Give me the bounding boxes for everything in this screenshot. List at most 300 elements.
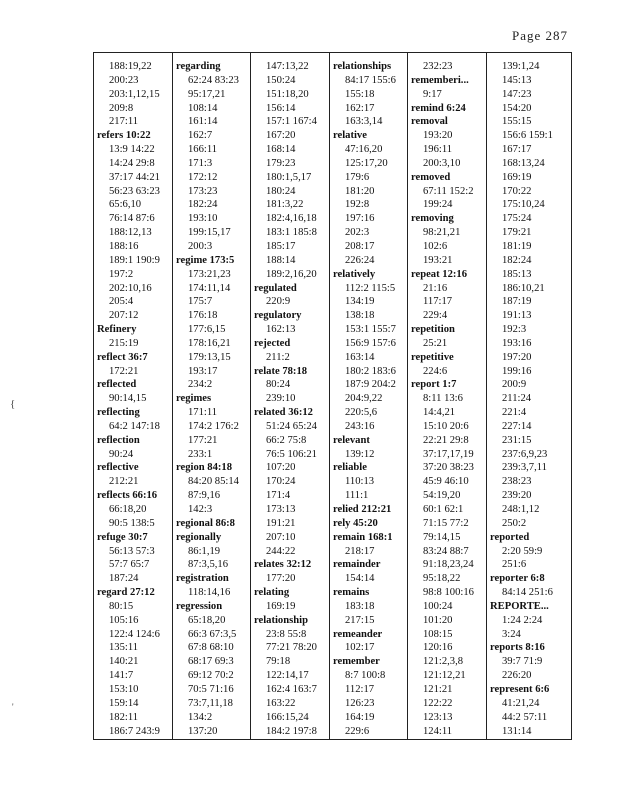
index-reference: 193:17: [188, 365, 218, 377]
index-reference: 188:16: [109, 240, 139, 252]
index-reference: 181:3,22: [266, 199, 304, 211]
index-term: repeat 12:16: [411, 268, 467, 280]
index-reference: 175:7: [188, 296, 213, 308]
index-reference: 185:17: [266, 240, 296, 252]
index-reference: 170:24: [266, 476, 296, 488]
index-column-6: [488, 60, 564, 738]
index-reference: 215:19: [109, 337, 139, 349]
index-reference: 200:9: [502, 379, 527, 391]
index-reference: 179:6: [345, 171, 370, 183]
index-reference: 56:13 57:3: [109, 545, 155, 557]
index-reference: 91:18,23,24: [423, 559, 474, 571]
column-divider: [172, 52, 173, 740]
index-reference: 162:7: [188, 130, 213, 142]
index-reference: 172:12: [188, 171, 218, 183]
index-reference: 112:17: [345, 683, 375, 695]
index-reference: 217:15: [345, 614, 375, 626]
index-reference: 187:19: [502, 296, 532, 308]
index-term: represent 6:6: [490, 683, 550, 695]
index-reference: 185:13: [502, 268, 532, 280]
index-reference: 153:10: [109, 683, 139, 695]
index-reference: 141:7: [109, 670, 134, 682]
index-reference: 167:20: [266, 130, 296, 142]
index-reference: 177:6,15: [188, 324, 226, 336]
column-divider: [486, 52, 487, 740]
index-term: refers 10:22: [97, 130, 151, 142]
index-reference: 135:11: [109, 642, 139, 654]
index-reference: 98:21,21: [423, 227, 461, 239]
index-reference: 204:9,22: [345, 393, 383, 405]
index-reference: 73:7,11,18: [188, 697, 233, 709]
index-reference: 121:2,3,8: [423, 656, 464, 668]
index-term: rely 45:20: [333, 517, 378, 529]
index-reference: 87:3,5,16: [188, 559, 229, 571]
index-reference: 244:22: [266, 545, 296, 557]
index-reference: 163:14: [345, 351, 375, 363]
index-reference: 23:8 55:8: [266, 628, 307, 640]
index-reference: 218:17: [345, 545, 375, 557]
index-term: remainder: [333, 559, 381, 571]
index-reference: 239:20: [502, 490, 532, 502]
index-reference: 108:15: [423, 628, 453, 640]
index-reference: 70:5 71:16: [188, 683, 234, 695]
index-reference: 192:3: [502, 324, 527, 336]
index-reference: 182:24: [188, 199, 218, 211]
index-term: repetition: [411, 324, 455, 336]
index-reference: 171:11: [188, 407, 218, 419]
index-reference: 153:1 155:7: [345, 324, 396, 336]
index-term: reflective: [97, 462, 139, 474]
index-reference: 180:24: [266, 185, 296, 197]
index-reference: 66:18,20: [109, 504, 147, 515]
index-reference: 220:9: [266, 296, 291, 308]
index-reference: 121:12,21: [423, 670, 466, 682]
index-reference: 2:20 59:9: [502, 545, 543, 557]
index-term: relate 78:18: [254, 365, 308, 377]
index-reference: 173:23: [188, 185, 218, 197]
index-reference: 171:4: [266, 490, 291, 502]
index-reference: 189:2,16,20: [266, 268, 317, 280]
index-reference: 155:15: [502, 116, 532, 128]
index-reference: 138:18: [345, 310, 375, 322]
page-number-header: Page 287: [511, 28, 568, 43]
index-reference: 156:9 157:6: [345, 337, 396, 349]
index-reference: 211:24: [502, 393, 532, 405]
index-term: regionally: [176, 531, 222, 543]
index-term: regarding: [176, 61, 221, 72]
index-reference: 169:19: [266, 600, 296, 612]
index-reference: 182:11: [109, 711, 139, 723]
index-reference: 150:24: [266, 74, 296, 86]
index-reference: 188:19,22: [109, 61, 152, 72]
index-reference: 107:20: [266, 462, 296, 474]
index-reference: 117:17: [423, 296, 453, 308]
index-term: report 1:7: [411, 379, 457, 391]
index-reference: 184:2 197:8: [266, 725, 317, 737]
index-term: regional 86:8: [176, 517, 235, 529]
index-reference: 65:18,20: [188, 614, 226, 626]
index-reference: 71:15 77:2: [423, 517, 469, 529]
index-reference: 8:11 13:6: [423, 393, 463, 405]
index-term: remember: [333, 656, 380, 668]
index-reference: 102:6: [423, 240, 448, 252]
index-term: regard 27:12: [97, 587, 155, 599]
index-reference: 187:24: [109, 573, 139, 585]
index-reference: 90:24: [109, 448, 134, 460]
index-reference: 77:21 78:20: [266, 642, 317, 654]
index-reference: 21:16: [423, 282, 448, 294]
index-reference: 163:22: [266, 697, 296, 709]
index-reference: 250:2: [502, 517, 527, 529]
index-reference: 123:13: [423, 711, 453, 723]
index-term: removed: [411, 171, 451, 183]
index-reference: 162:17: [345, 102, 375, 114]
index-reference: 37:17 44:21: [109, 171, 160, 183]
index-term: relevant: [333, 434, 370, 446]
index-reference: 217:11: [109, 116, 139, 128]
index-reference: 22:21 29:8: [423, 434, 469, 446]
index-reference: 173:21,23: [188, 268, 231, 280]
index-reference: 186:10,21: [502, 282, 545, 294]
index-reference: 203:1,12,15: [109, 88, 160, 100]
index-reference: 112:2 115:5: [345, 282, 396, 294]
index-term: relates 32:12: [254, 559, 312, 571]
index-reference: 84:14 251:6: [502, 587, 553, 599]
index-reference: 197:16: [345, 213, 375, 225]
index-reference: 90:14,15: [109, 393, 147, 405]
index-reference: 151:18,20: [266, 88, 309, 100]
index-reference: 192:8: [345, 199, 370, 211]
index-reference: 200:3,10: [423, 157, 461, 169]
index-reference: 196:11: [423, 144, 453, 156]
index-reference: 147:13,22: [266, 61, 309, 72]
index-reference: 134:2: [188, 711, 213, 723]
index-reference: 139:1,24: [502, 61, 540, 72]
index-reference: 67:11 152:2: [423, 185, 474, 197]
index-reference: 8:7 100:8: [345, 670, 386, 682]
index-reference: 170:22: [502, 185, 532, 197]
index-reference: 44:2 57:11: [502, 711, 548, 723]
index-reference: 86:1,19: [188, 545, 221, 557]
index-reference: 157:1 167:4: [266, 116, 317, 128]
index-reference: 100:24: [423, 600, 453, 612]
index-reference: 173:13: [266, 504, 296, 515]
index-reference: 187:9 204:2: [345, 379, 396, 391]
index-reference: 193:10: [188, 213, 218, 225]
index-term: regime 173:5: [176, 254, 235, 266]
index-reference: 177:21: [188, 434, 218, 446]
index-reference: 14:24 29:8: [109, 157, 155, 169]
index-reference: 37:17,17,19: [423, 448, 474, 460]
index-reference: 25:21: [423, 337, 448, 349]
index-reference: 156:6 159:1: [502, 130, 553, 142]
index-reference: 182:4,16,18: [266, 213, 317, 225]
index-reference: 168:14: [266, 144, 296, 156]
index-reference: 142:3: [188, 504, 213, 515]
index-reference: 54:19,20: [423, 490, 461, 502]
index-column-2: [174, 60, 250, 738]
index-term: relating: [254, 587, 290, 599]
index-reference: 137:20: [188, 725, 218, 737]
index-reference: 65:6,10: [109, 199, 142, 211]
index-term: REPORTE...: [490, 600, 549, 612]
index-reference: 134:19: [345, 296, 375, 308]
index-reference: 171:3: [188, 157, 213, 169]
index-reference: 166:11: [188, 144, 218, 156]
index-reference: 174:2 176:2: [188, 420, 239, 432]
index-reference: 202:10,16: [109, 282, 152, 294]
index-term: reflects 66:16: [97, 490, 158, 502]
index-reference: 176:18: [188, 310, 218, 322]
index-reference: 189:1 190:9: [109, 254, 160, 266]
index-reference: 122:14,17: [266, 670, 309, 682]
index-reference: 226:20: [502, 670, 532, 682]
index-reference: 163:3,14: [345, 116, 383, 128]
index-term: removing: [411, 213, 454, 225]
index-reference: 131:14: [502, 725, 532, 737]
index-reference: 147:23: [502, 88, 532, 100]
index-reference: 251:6: [502, 559, 527, 571]
index-reference: 76:14 87:6: [109, 213, 155, 225]
index-reference: 80:24: [266, 379, 291, 391]
index-reference: 191:21: [266, 517, 296, 529]
index-term: reflecting: [97, 407, 140, 419]
index-reference: 162:4 163:7: [266, 683, 317, 695]
index-reference: 226:24: [345, 254, 375, 266]
index-term: reflect 36:7: [97, 351, 148, 363]
index-reference: 118:14,16: [188, 587, 231, 599]
index-reference: 101:20: [423, 614, 453, 626]
margin-bracket-mark: {: [10, 398, 16, 410]
index-reference: 175:10,24: [502, 199, 545, 211]
index-reference: 15:10 20:6: [423, 420, 469, 432]
index-term: relationship: [254, 614, 308, 626]
index-reference: 14:4,21: [423, 407, 456, 419]
index-reference: 95:18,22: [423, 573, 461, 585]
index-term: reflected: [97, 379, 137, 391]
index-reference: 9:17: [423, 88, 442, 100]
index-reference: 122:22: [423, 697, 453, 709]
index-reference: 66:2 75:8: [266, 434, 307, 446]
index-reference: 159:14: [109, 697, 139, 709]
column-divider: [250, 52, 251, 740]
index-reference: 122:4 124:6: [109, 628, 160, 640]
index-term: remind 6:24: [411, 102, 466, 114]
index-reference: 175:24: [502, 213, 532, 225]
index-term: refuge 30:7: [97, 531, 148, 543]
index-reference: 200:3: [188, 240, 213, 252]
index-reference: 179:23: [266, 157, 296, 169]
column-divider: [329, 52, 330, 740]
index-reference: 68:17 69:3: [188, 656, 234, 668]
index-term: remains: [333, 587, 370, 599]
index-reference: 1:24 2:24: [502, 614, 543, 626]
index-reference: 239:3,7,11: [502, 462, 547, 474]
margin-tick-mark: ': [12, 702, 14, 712]
index-reference: 237:6,9,23: [502, 448, 548, 460]
index-reference: 167:17: [502, 144, 532, 156]
index-reference: 164:19: [345, 711, 375, 723]
index-term: reliable: [333, 462, 367, 474]
index-reference: 193:21: [423, 254, 453, 266]
index-reference: 200:23: [109, 74, 139, 86]
index-reference: 224:6: [423, 365, 448, 377]
index-reference: 172:21: [109, 365, 139, 377]
index-reference: 202:3: [345, 227, 370, 239]
index-term: reports 8:16: [490, 642, 545, 654]
index-term: regression: [176, 600, 223, 612]
index-reference: 229:6: [345, 725, 370, 737]
index-reference: 3:24: [502, 628, 521, 640]
index-reference: 188:12,13: [109, 227, 152, 239]
index-reference: 227:14: [502, 420, 532, 432]
index-reference: 234:2: [188, 379, 213, 391]
index-reference: 168:13,24: [502, 157, 545, 169]
index-term: reflection: [97, 434, 140, 446]
index-term: repetitive: [411, 351, 454, 363]
index-reference: 208:17: [345, 240, 375, 252]
index-reference: 126:23: [345, 697, 375, 709]
index-reference: 51:24 65:24: [266, 420, 317, 432]
index-reference: 229:4: [423, 310, 448, 322]
index-term: reported: [490, 531, 530, 543]
index-reference: 76:5 106:21: [266, 448, 317, 460]
index-reference: 69:12 70:2: [188, 670, 234, 682]
index-reference: 238:23: [502, 476, 532, 488]
index-reference: 161:14: [188, 116, 218, 128]
index-term: rejected: [254, 337, 291, 349]
index-reference: 105:16: [109, 614, 139, 626]
index-reference: 209:8: [109, 102, 134, 114]
index-term: reporter 6:8: [490, 573, 545, 585]
index-reference: 179:13,15: [188, 351, 231, 363]
index-reference: 177:20: [266, 573, 296, 585]
index-reference: 166:15,24: [266, 711, 309, 723]
index-term: regulated: [254, 282, 297, 294]
index-reference: 186:7 243:9: [109, 725, 160, 737]
index-reference: 84:17 155:6: [345, 74, 396, 86]
index-term: registration: [176, 573, 229, 585]
index-reference: 178:16,21: [188, 337, 231, 349]
index-reference: 174:11,14: [188, 282, 231, 294]
index-reference: 169:19: [502, 171, 532, 183]
index-reference: 124:11: [423, 725, 453, 737]
index-reference: 39:7 71:9: [502, 656, 543, 668]
index-reference: 181:20: [345, 185, 375, 197]
column-divider: [407, 52, 408, 740]
index-reference: 95:17,21: [188, 88, 226, 100]
index-reference: 79:18: [266, 656, 291, 668]
index-reference: 57:7 65:7: [109, 559, 150, 571]
index-column-5: [409, 60, 485, 738]
index-reference: 220:5,6: [345, 407, 378, 419]
index-reference: 207:10: [266, 531, 296, 543]
index-reference: 156:14: [266, 102, 296, 114]
index-term: remeander: [333, 628, 383, 640]
index-reference: 108:14: [188, 102, 218, 114]
index-reference: 248:1,12: [502, 504, 540, 515]
index-column-3: [252, 60, 328, 738]
index-reference: 64:2 147:18: [109, 420, 160, 432]
index-reference: 37:20 38:23: [423, 462, 474, 474]
index-reference: 120:16: [423, 642, 453, 654]
index-term: relied 212:21: [333, 504, 392, 515]
index-reference: 125:17,20: [345, 157, 388, 169]
index-reference: 179:21: [502, 227, 532, 239]
index-reference: 45:9 46:10: [423, 476, 469, 488]
index-reference: 145:13: [502, 74, 532, 86]
index-term: related 36:12: [254, 407, 313, 419]
index-reference: 191:13: [502, 310, 532, 322]
index-reference: 199:15,17: [188, 227, 231, 239]
index-reference: 162:13: [266, 324, 296, 336]
index-reference: 193:20: [423, 130, 453, 142]
index-reference: 183:18: [345, 600, 375, 612]
index-reference: 60:1 62:1: [423, 504, 464, 515]
index-reference: 231:15: [502, 434, 532, 446]
index-reference: 154:20: [502, 102, 532, 114]
index-reference: 90:5 138:5: [109, 517, 155, 529]
index-reference: 111:1: [345, 490, 369, 502]
index-term: regulatory: [254, 310, 302, 322]
index-reference: 205:4: [109, 296, 134, 308]
index-reference: 66:3 67:3,5: [188, 628, 237, 640]
index-reference: 84:20 85:14: [188, 476, 239, 488]
index-reference: 232:23: [423, 61, 453, 72]
index-reference: 199:24: [423, 199, 453, 211]
index-reference: 180:2 183:6: [345, 365, 396, 377]
index-reference: 183:1 185:8: [266, 227, 317, 239]
index-term: Refinery: [97, 324, 137, 336]
index-term: remain 168:1: [333, 531, 393, 543]
index-reference: 188:14: [266, 254, 296, 266]
index-term: relationships: [333, 61, 392, 72]
index-reference: 13:9 14:22: [109, 144, 155, 156]
index-reference: 87:9,16: [188, 490, 221, 502]
index-reference: 221:4: [502, 407, 527, 419]
index-reference: 239:10: [266, 393, 296, 405]
index-term: removal: [411, 116, 448, 128]
index-column-4: [331, 60, 407, 738]
index-term: rememberi...: [411, 74, 469, 86]
index-reference: 154:14: [345, 573, 375, 585]
index-reference: 180:1,5,17: [266, 171, 312, 183]
index-term: relatively: [333, 268, 376, 280]
index-reference: 79:14,15: [423, 531, 461, 543]
index-reference: 139:12: [345, 448, 375, 460]
index-reference: 47:16,20: [345, 144, 383, 156]
index-reference: 102:17: [345, 642, 375, 654]
index-reference: 197:2: [109, 268, 134, 280]
index-reference: 193:16: [502, 337, 532, 349]
index-reference: 41:21,24: [502, 697, 540, 709]
index-reference: 121:21: [423, 683, 453, 695]
index-reference: 67:8 68:10: [188, 642, 234, 654]
index-reference: 80:15: [109, 600, 134, 612]
index-reference: 181:19: [502, 240, 532, 252]
index-reference: 233:1: [188, 448, 213, 460]
index-reference: 83:24 88:7: [423, 545, 469, 557]
index-reference: 197:20: [502, 351, 532, 363]
index-reference: 62:24 83:23: [188, 74, 239, 86]
index-reference: 98:8 100:16: [423, 587, 474, 599]
index-reference: 110:13: [345, 476, 375, 488]
index-reference: 243:16: [345, 420, 375, 432]
index-reference: 199:16: [502, 365, 532, 377]
index-reference: 207:12: [109, 310, 139, 322]
index-reference: 140:21: [109, 656, 139, 668]
index-reference: 212:21: [109, 476, 139, 488]
